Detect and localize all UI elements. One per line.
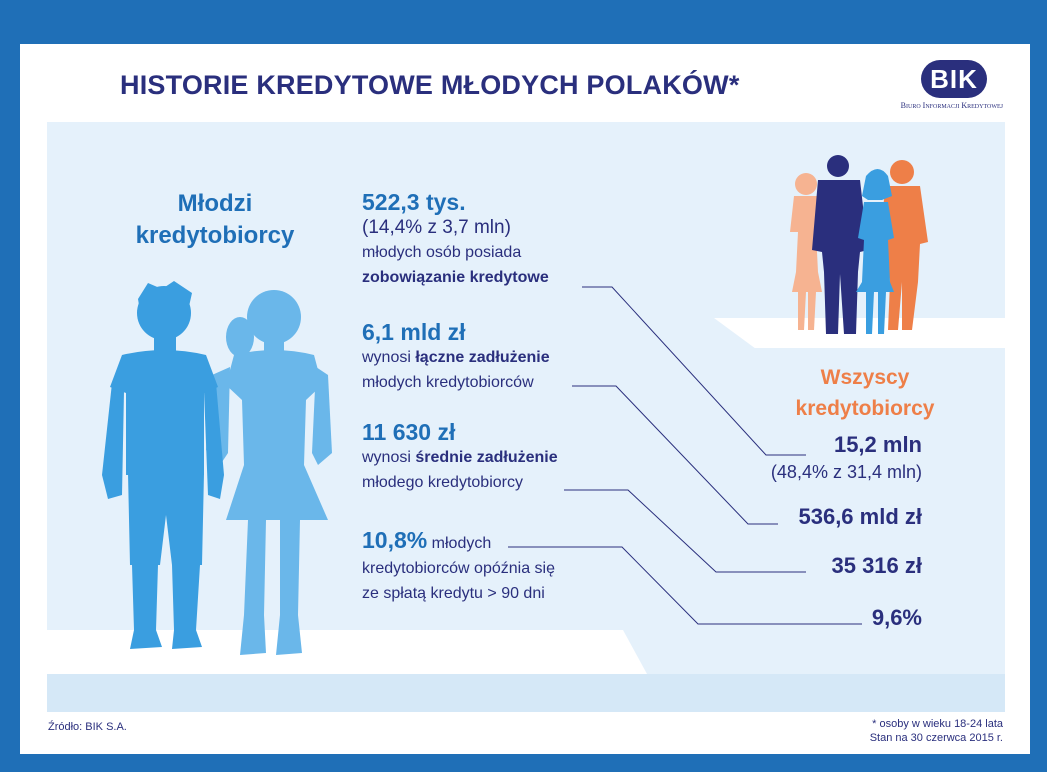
young-stat4-rest: młodych [427, 535, 492, 552]
young-heading-line2: kredytobiorcy [135, 222, 295, 249]
all-stat1-sub: (48,4% z 31,4 mln) [770, 462, 922, 482]
all-heading-line2: kredytobiorcy [795, 397, 935, 420]
young-heading-line1: Młodzi [177, 190, 253, 217]
bik-logo-mark: BIK [921, 60, 987, 98]
young-stat2-value: 6,1 mld zł [362, 319, 466, 345]
young-stat2-bold: łączne zadłużenie [415, 349, 550, 366]
footnote-line2: Stan na 30 czerwca 2015 r. [869, 732, 1003, 744]
footnote-line1: * osoby w wieku 18-24 lata [872, 718, 1003, 730]
connector-line-1 [582, 287, 806, 455]
footnote [870, 717, 1003, 745]
young-stat2-line2: młodych kredytobiorców [362, 374, 534, 391]
all-stat1-value: 15,2 mln [833, 432, 922, 457]
young-stat2-pre: wynosi [362, 349, 416, 366]
young-stat3-pre: wynosi [362, 449, 416, 466]
all-stat3-value: 35 316 zł [831, 553, 922, 578]
connector-line-4 [508, 547, 862, 624]
all-heading-line1: Wszyscy [820, 366, 910, 389]
connector-line-2 [572, 386, 778, 524]
page-title: HISTORIE KREDYTOWE MŁODYCH POLAKÓW* [120, 70, 740, 100]
bik-logo-name: Biuro Informacji Kredytowej [900, 101, 1003, 110]
connector-line-3 [564, 490, 806, 572]
all-stat2-value: 536,6 mld zł [798, 504, 922, 529]
all-stat4-value: 9,6% [871, 605, 922, 630]
young-stat1-value: 522,3 tys. [362, 189, 466, 215]
young-stat4-line2: kredytobiorców opóźnia się [362, 560, 555, 577]
young-stat1-line1: młodych osób posiada [362, 244, 522, 261]
young-stat1-sub: (14,4% z 3,7 mln) [362, 217, 511, 238]
young-stat4-line3: ze spłatą kredytu > 90 dni [362, 585, 545, 602]
young-stat3-bold: średnie zadłużenie [415, 449, 558, 466]
young-stat3-value: 11 630 zł [362, 419, 456, 445]
young-stat1-line2: zobowiązanie kredytowe [362, 269, 549, 286]
source-note: Źródło: BIK S.A. [48, 721, 127, 733]
young-stat3-line2: młodego kredytobiorcy [362, 474, 523, 491]
young-stat4-value: 10,8% [362, 527, 428, 553]
